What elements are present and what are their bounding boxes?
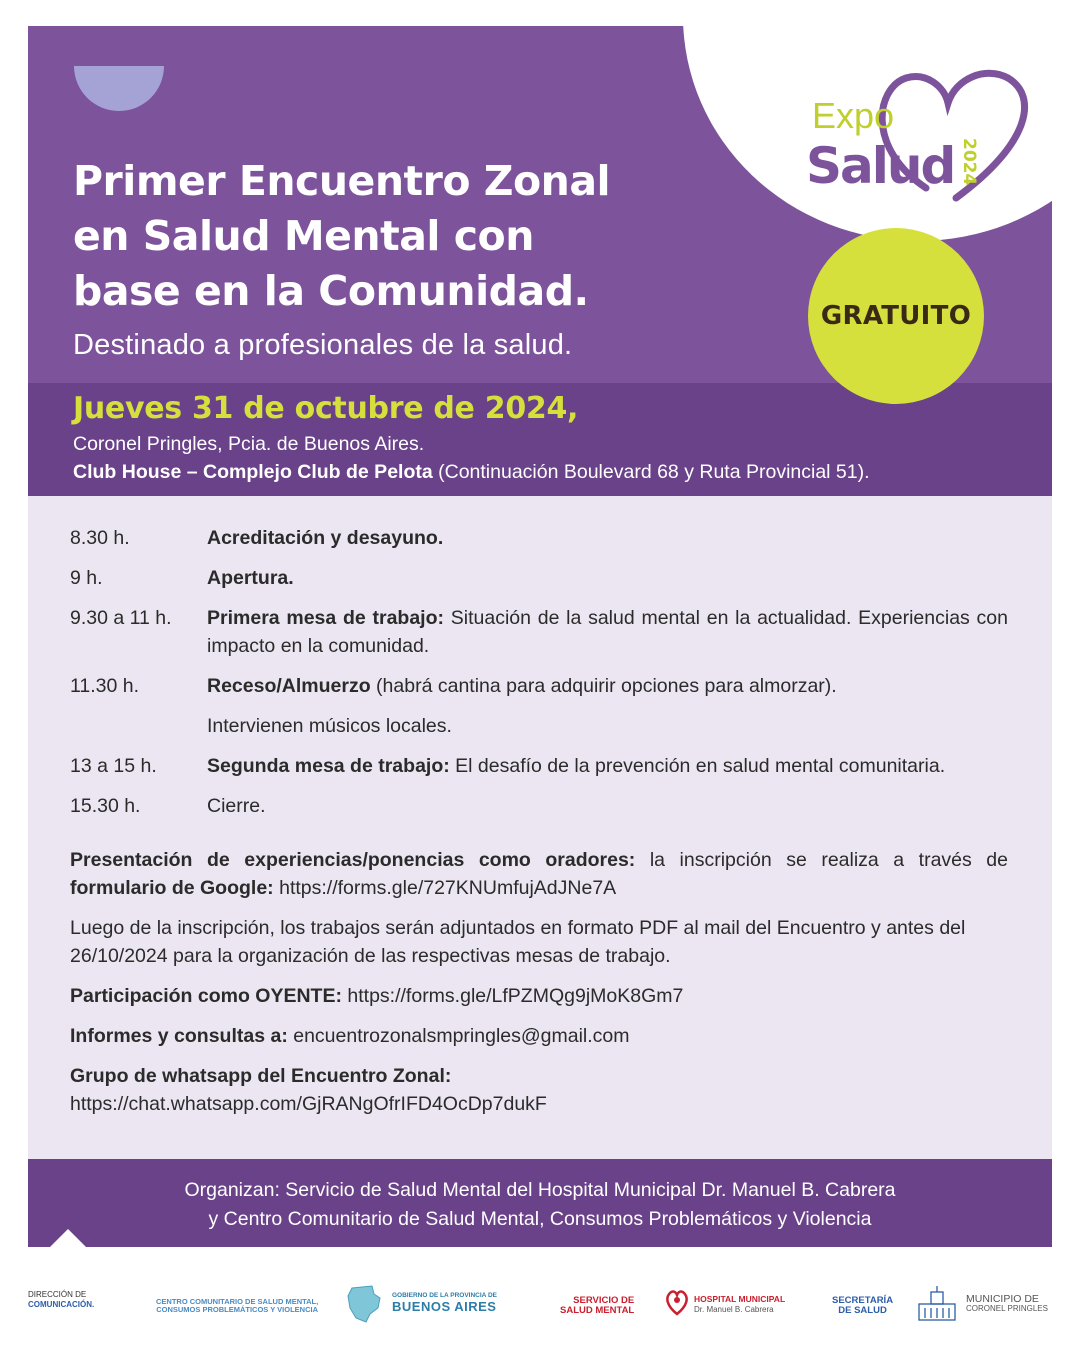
schedule-row [70, 712, 1008, 740]
logo-word-salud: Salud [806, 137, 955, 195]
logo-year: 2024 [959, 138, 979, 186]
event-date: Jueves 31 de octubre de 2024, [73, 391, 579, 426]
submission-info: Luego de la inscripción, los trabajos serán adjuntados en formato PDF al mail del Encuentro y antes del 26/10/2024 para la organización de las respectivas mesas de trabajo. [70, 917, 966, 967]
schedule-desc: Receso/Almuerzo (habrá cantina para adquirir opciones para almorzar). [207, 675, 837, 697]
schedule-desc: Intervienen músicos locales. [207, 715, 452, 737]
ponencias-form-link[interactable]: https://forms.gle/727KNUmfujAdJNe7A [273, 877, 617, 899]
organizers-band [28, 1159, 1052, 1247]
schedule-row [70, 604, 1008, 660]
title-line: en Salud Mental con [73, 212, 534, 260]
organizers-line: Organizan: Servicio de Salud Mental del Hospital Municipal Dr. Manuel B. Cabrera [184, 1179, 896, 1201]
logo-gobierno-buenos-aires: GOBIERNO DE LA PROVINCIA DE BUENOS AIRES [392, 1292, 497, 1314]
schedule-row [70, 752, 1008, 780]
logo-direccion-comunicacion: DIRECCIÓN DE COMUNICACIÓN. [28, 1290, 95, 1309]
event-place: Coronel Pringles, Pcia. de Buenos Aires. [73, 433, 425, 455]
venue-name: Club House – Complejo Club de Pelota [73, 461, 433, 483]
schedule-desc: Segunda mesa de trabajo: El desafío de la prevención en salud mental comunitaria. [207, 755, 946, 777]
municipal-building-icon [915, 1284, 959, 1324]
title-line: Primer Encuentro Zonal [73, 157, 611, 205]
ponencias-info: Presentación de experiencias/ponencias como oradores: la inscripción se realiza a través de formulario de Google: https://forms.gle/727KNUmfujAdJNe7A [70, 849, 1008, 899]
event-venue [73, 461, 870, 484]
whatsapp-info: Grupo de whatsapp del Encuentro Zonal: https://chat.whatsapp.com/GjRANgOfrIFD4OcDp7dukF [70, 1065, 547, 1115]
sponsor-logos [0, 1278, 1080, 1328]
schedule-row [70, 524, 1008, 552]
schedule-desc: Primera mesa de trabajo: Situación de la salud mental en la actualidad. Experiencias con impacto en la comunidad. [207, 607, 1008, 657]
logo-hospital-municipal: HOSPITAL MUNICIPAL Dr. Manuel B. Cabrera [694, 1294, 786, 1314]
logo-municipio-coronel-pringles: MUNICIPIO DE CORONEL PRINGLES [966, 1293, 1048, 1313]
event-poster [28, 26, 1052, 1247]
title-line: base en la Comunidad. [73, 267, 589, 315]
expo-salud-logo [776, 48, 1036, 208]
schedule-row [70, 564, 1008, 592]
buenos-aires-map-icon [344, 1284, 384, 1324]
schedule-row [70, 792, 1008, 820]
page-subtitle: Destinado a profesionales de la salud. [73, 329, 573, 361]
schedule-desc: Acreditación y desayuno. [207, 527, 444, 549]
page-title [73, 154, 713, 319]
schedule-time [70, 712, 207, 740]
whatsapp-group-link[interactable]: https://chat.whatsapp.com/GjRANgOfrIFD4OcDp7dukF [70, 1093, 547, 1115]
logo-secretaria-salud: SECRETARÍA DE SALUD [832, 1295, 894, 1316]
schedule-time: 9.30 a 11 h. [70, 607, 172, 629]
organizers-line: y Centro Comunitario de Salud Mental, Consumos Problemáticos y Violencia [208, 1208, 872, 1230]
schedule-row [70, 672, 1008, 700]
schedule-time: 13 a 15 h. [70, 755, 157, 777]
schedule-time: 11.30 h. [70, 675, 140, 697]
contact-email-link[interactable]: encuentrozonalsmpringles@gmail.com [287, 1025, 630, 1047]
contact-info: Informes y consultas a: encuentrozonalsmpringles@gmail.com [70, 1025, 630, 1047]
venue-detail: (Continuación Boulevard 68 y Ruta Provincial 51). [432, 461, 870, 483]
decorative-half-circle [74, 66, 164, 111]
oyente-info: Participación como OYENTE: https://forms.gle/LfPZMQg9jMoK8Gm7 [70, 985, 684, 1007]
schedule-desc: Cierre. [207, 795, 266, 817]
schedule-time: 15.30 h. [70, 795, 141, 817]
oyente-form-link[interactable]: https://forms.gle/LfPZMQg9jMoK8Gm7 [341, 985, 684, 1007]
free-badge: GRATUITO [808, 228, 984, 404]
schedule-time: 9 h. [70, 567, 103, 589]
decorative-notch [50, 1229, 86, 1247]
logo-word-expo: Expo [812, 95, 895, 136]
program-section [28, 496, 1052, 1159]
logo-centro-comunitario: CENTRO COMUNITARIO DE SALUD MENTAL, CONSUMOS PROBLEMÁTICOS Y VIOLENCIA [156, 1297, 319, 1314]
schedule-time: 8.30 h. [70, 527, 130, 549]
logo-servicio-salud-mental: SERVICIO DE SALUD MENTAL [560, 1295, 635, 1316]
schedule-desc: Apertura. [207, 567, 294, 589]
hospital-heart-icon [665, 1288, 689, 1316]
